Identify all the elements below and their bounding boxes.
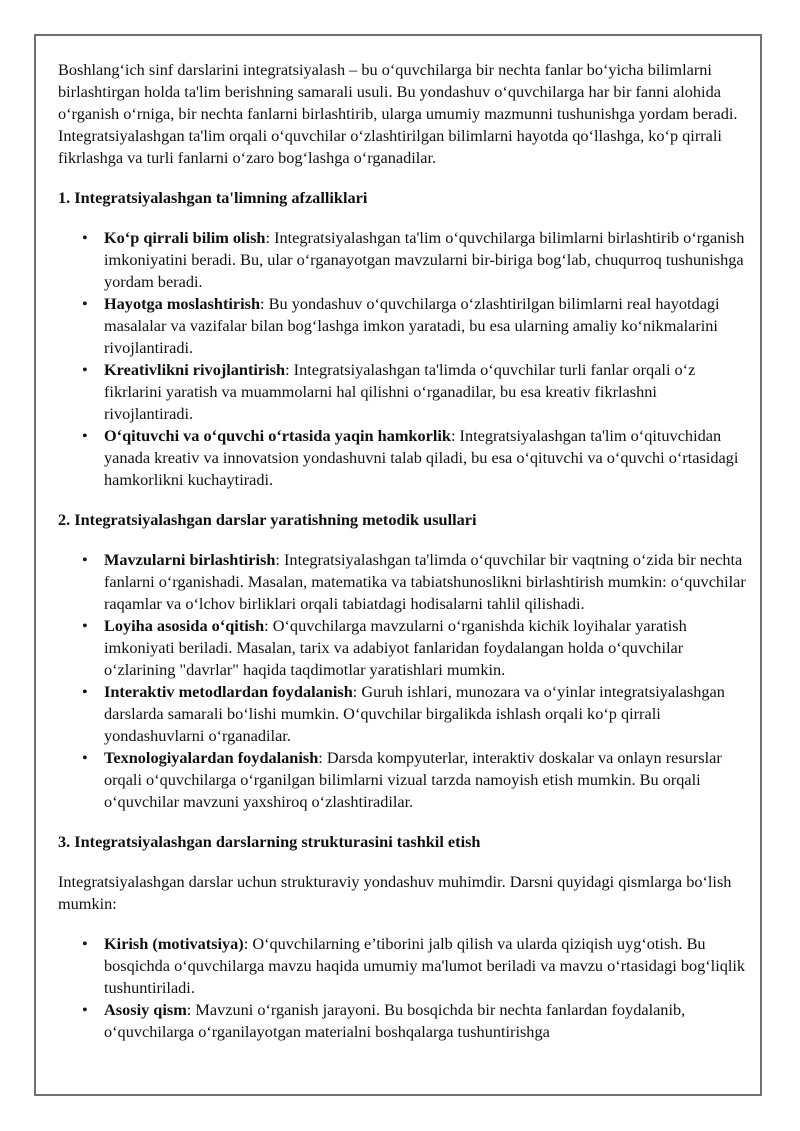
item-text: : Mavzuni o‘rganish jarayoni. Bu bosqichda bir nechta fanlardan foydalanib, o‘quvchilarga o‘rganilayotgan materialni boshqalarga tushuntirishga <box>104 1000 686 1041</box>
section-3-paragraph: Integratsiyalashgan darslar uchun strukturaviy yondashuv muhimdir. Darsni quyidagi qismlarga bo‘lish mumkin: <box>58 872 732 913</box>
document-page <box>34 34 762 1096</box>
list-item <box>104 293 748 359</box>
list-item <box>104 933 748 999</box>
intro-paragraph: Boshlang‘ich sinf darslarini integratsiyalash – bu o‘quvchilarga bir nechta fanlar bo‘yicha bilimlarni birlashtirgan holda ta'lim berishning samarali usuli. Bu yondashuv o‘quvchilarga har bir fanni alohida o‘rganish o‘rniga, bir nechta fanlarni birlashtirib, ularga umumiy mazmunni tushunishga yordam beradi. Integratsiyalashgan ta'lim orqali o‘quvchilar o‘zlashtirilgan bilimlarni hayotda qo‘llashga, ko‘p qirrali fikrlashga va turli fanlarni o‘zaro bog‘lashga o‘rganadilar. <box>58 60 738 167</box>
item-term: Asosiy qism <box>104 1000 187 1019</box>
item-term: Kreativlikni rivojlantirish <box>104 360 286 379</box>
section-heading-3: 3. Integratsiyalashgan darslarning strukturasini tashkil etish <box>58 832 481 851</box>
item-term: Kirish (motivatsiya) <box>104 934 244 953</box>
list-item <box>104 227 748 293</box>
item-term: Mavzularni birlashtirish <box>104 550 276 569</box>
list-item <box>104 549 748 615</box>
list-item <box>104 681 748 747</box>
list-item <box>104 425 748 491</box>
section-1-list <box>58 227 748 491</box>
item-text: : Guruh ishlari, munozara va o‘yinlar integratsiyalashgan darslarda samarali bo‘lishi mumkin. O‘quvchilar birgalikda ishlash orqali ko‘p qirrali yondashuvlarni o‘rganadilar. <box>104 682 725 745</box>
item-term: Hayotga moslashtirish <box>104 294 261 313</box>
item-term: Texnologiyalardan foydalanish <box>104 748 319 767</box>
section-2-list <box>58 549 748 813</box>
item-text: : Integratsiyalashgan ta'lim o‘quvchilarga bilimlarni birlashtirib o‘rganish imkoniyatini beradi. Bu, ular o‘rganayotgan mavzularni bir-biriga bog‘lab, chuqurroq tushunishga yordam beradi. <box>104 228 745 291</box>
list-item <box>104 359 748 425</box>
item-term: Loyiha asosida o‘qitish <box>104 616 265 635</box>
item-text: : O‘quvchilarga mavzularni o‘rganishda kichik loyihalar yaratish imkoniyati beriladi. Masalan, tarix va adabiyot fanlaridan foydalangan holda o‘quvchilar o‘zlarining "davrlar" haqida taqdimotlar yaratishlari mumkin. <box>104 616 687 679</box>
section-heading-1: 1. Integratsiyalashgan ta'limning afzalliklari <box>58 188 368 207</box>
item-text: : Integratsiyalashgan ta'limda o‘quvchilar turli fanlar orqali o‘z fikrlarini yaratish va muammolarni hal qilishni o‘rganadilar, bu esa kreativ fikrlashni rivojlantiradi. <box>104 360 696 423</box>
item-text: : Integratsiyalashgan ta'limda o‘quvchilar bir vaqtning o‘zida bir nechta fanlarni o‘rganishadi. Masalan, matematika va tabiatshunoslikni birlashtirish mumkin: o‘quvchilar raqamlar va o‘lchov birliklari orqali tabiatdagi hodisalarni tahlil qilishadi. <box>104 550 746 613</box>
item-term: Ko‘p qirrali bilim olish <box>104 228 266 247</box>
section-3-list <box>58 933 748 1043</box>
item-text: : Integratsiyalashgan ta'lim o‘qituvchidan yanada kreativ va innovatsion yondashuvni talab qiladi, bu esa o‘qituvchi va o‘quvchi o‘rtasidagi hamkorlikni kuchaytiradi. <box>104 426 739 489</box>
list-item <box>104 615 748 681</box>
item-text: : Darsda kompyuterlar, interaktiv doskalar va onlayn resurslar orqali o‘quvchilarga o‘rganilgan bilimlarni vizual tarzda namoyish etish mumkin. Bu orqali o‘quvchilar mavzuni yaxshiroq o‘zlashtiradilar. <box>104 748 722 811</box>
item-term: Interaktiv metodlardan foydalanish <box>104 682 353 701</box>
document-content <box>58 59 748 1061</box>
list-item <box>104 747 748 813</box>
list-item <box>104 999 748 1043</box>
item-text: : Bu yondashuv o‘quvchilarga o‘zlashtirilgan bilimlarni real hayotdagi masalalar va vazifalar bilan bog‘lashga imkon yaratadi, bu esa ularning amaliy ko‘nikmalarini rivojlantiradi. <box>104 294 720 357</box>
section-heading-2: 2. Integratsiyalashgan darslar yaratishning metodik usullari <box>58 510 477 529</box>
item-text: : O‘quvchilarning e’tiborini jalb qilish va ularda qiziqish uyg‘otish. Bu bosqichda o‘quvchilarga mavzu haqida umumiy ma'lumot beriladi va mavzu o‘rtasidagi bog‘liqlik tushuntiriladi. <box>104 934 746 997</box>
item-term: O‘qituvchi va o‘quvchi o‘rtasida yaqin hamkorlik <box>104 426 451 445</box>
